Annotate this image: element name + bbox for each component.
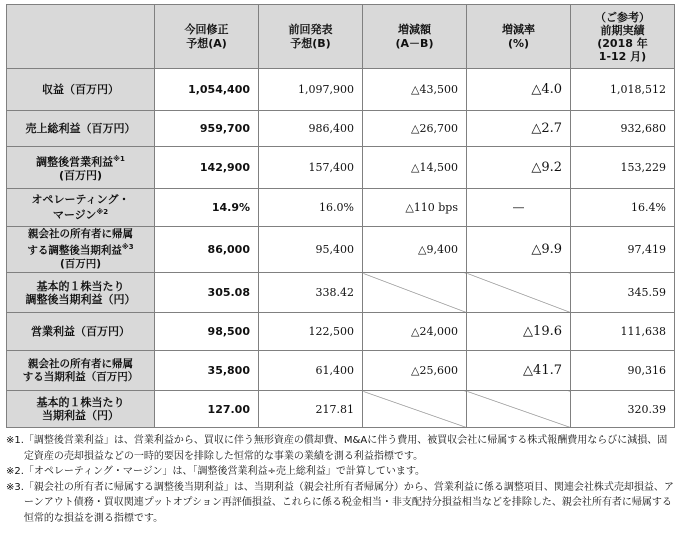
cell-current: 86,000 <box>155 227 259 273</box>
cell-diff: △9,400 <box>363 227 467 273</box>
cell-current: 305.08 <box>155 273 259 313</box>
footnote-mark: ※1. <box>6 435 24 446</box>
cell-current: 127.00 <box>155 391 259 428</box>
cell-rate: △9.2 <box>467 147 571 189</box>
cell-prior: 320.39 <box>571 391 675 428</box>
cell-prior: 90,316 <box>571 351 675 391</box>
cell-diff: △26,700 <box>363 111 467 147</box>
cell-diff: △25,600 <box>363 351 467 391</box>
footnotes <box>6 433 674 526</box>
cell-previous: 1,097,900 <box>259 69 363 111</box>
table-row <box>7 189 675 227</box>
table-row <box>7 273 675 313</box>
cell-prior: 1,018,512 <box>571 69 675 111</box>
header-change-rate: 増減率 (%) <box>467 5 571 69</box>
header-current-forecast: 今回修正 予想(A) <box>155 5 259 69</box>
row-label-adjusted-operating-income: 調整後営業利益$^{※1}$ (百万円) <box>7 147 155 189</box>
cell-previous: 986,400 <box>259 111 363 147</box>
table-row <box>7 147 675 189</box>
cell-previous: 61,400 <box>259 351 363 391</box>
footnote-text: 「オペレーティング・マージン」は、「調整後営業利益÷売上総利益」で計算しています。 <box>23 466 426 477</box>
row-label-adjusted-eps: 基本的１株当たり 調整後当期利益（円） <box>7 273 155 313</box>
cell-diff: △110 bps <box>363 189 467 227</box>
footnote-mark: ※2. <box>6 466 24 477</box>
cell-current: 142,900 <box>155 147 259 189</box>
cell-rate: △9.9 <box>467 227 571 273</box>
cell-prior: 16.4% <box>571 189 675 227</box>
cell-previous: 157,400 <box>259 147 363 189</box>
cell-diff-empty <box>363 391 467 428</box>
cell-prior: 345.59 <box>571 273 675 313</box>
cell-prior: 932,680 <box>571 111 675 147</box>
row-label-net-income: 親会社の所有者に帰属 する当期利益（百万円） <box>7 351 155 391</box>
footnote-text: 「調整後営業利益」は、営業利益から、買収に伴う無形資産の償却費、M&Aに伴う費用、被買収会社に帰属する株式報酬費用ならびに減損、固定資産の売却損益などの一時的要因を排除した恒常的な事業の業績を測る利益指標です。 <box>23 435 668 462</box>
cell-prior: 153,229 <box>571 147 675 189</box>
cell-previous: 217.81 <box>259 391 363 428</box>
row-label-operating-margin: オペレーティング・ マージン$^{※2}$ <box>7 189 155 227</box>
row-label-gross-profit: 売上総利益（百万円） <box>7 111 155 147</box>
table-row <box>7 111 675 147</box>
header-previous-forecast: 前回発表 予想(B) <box>259 5 363 69</box>
cell-rate: △2.7 <box>467 111 571 147</box>
footnote-1 <box>6 433 674 464</box>
header-row <box>7 5 675 69</box>
cell-prior: 97,419 <box>571 227 675 273</box>
cell-current: 959,700 <box>155 111 259 147</box>
table-row <box>7 227 675 273</box>
cell-rate-empty <box>467 273 571 313</box>
table-row <box>7 391 675 428</box>
cell-rate: △19.6 <box>467 313 571 351</box>
cell-rate: △4.0 <box>467 69 571 111</box>
cell-diff: △14,500 <box>363 147 467 189</box>
cell-current: 98,500 <box>155 313 259 351</box>
cell-prior: 111,638 <box>571 313 675 351</box>
footnote-text: 「親会社の所有者に帰属する調整後当期利益」は、当期利益（親会社所有者帰属分）から、営業利益に係る調整項目、関連会社株式売却損益、アーンアウト債務・買収関連プットオプション再評価損益、これらに係る税金相当・非支配持分損益相当などを排除した、親会社所有者に帰属する恒常的な損益を測る指標です。 <box>23 481 674 524</box>
footnote-3 <box>6 480 674 527</box>
table-row <box>7 351 675 391</box>
cell-diff: △43,500 <box>363 69 467 111</box>
cell-previous: 338.42 <box>259 273 363 313</box>
cell-current: 14.9% <box>155 189 259 227</box>
cell-rate: △41.7 <box>467 351 571 391</box>
row-label-adjusted-net-income: 親会社の所有者に帰属 する調整後当期利益$^{※3}$ (百万円) <box>7 227 155 273</box>
forecast-table <box>6 4 675 428</box>
cell-rate-empty <box>467 391 571 428</box>
cell-diff-empty <box>363 273 467 313</box>
footnote-mark: ※3. <box>6 481 24 493</box>
header-prior-year-actual: （ご参考） 前期実績 (2018 年 1-12 月) <box>571 5 675 69</box>
footnote-2 <box>6 464 674 480</box>
cell-previous: 16.0% <box>259 189 363 227</box>
table-row <box>7 313 675 351</box>
cell-previous: 122,500 <box>259 313 363 351</box>
header-change-amount: 増減額 (A－B) <box>363 5 467 69</box>
table-row <box>7 69 675 111</box>
cell-rate: ― <box>467 189 571 227</box>
cell-current: 1,054,400 <box>155 69 259 111</box>
corner-cell <box>7 5 155 69</box>
cell-diff: △24,000 <box>363 313 467 351</box>
cell-current: 35,800 <box>155 351 259 391</box>
row-label-operating-income: 営業利益（百万円） <box>7 313 155 351</box>
row-label-eps: 基本的１株当たり 当期利益（円） <box>7 391 155 428</box>
row-label-revenue: 収益（百万円） <box>7 69 155 111</box>
cell-previous: 95,400 <box>259 227 363 273</box>
